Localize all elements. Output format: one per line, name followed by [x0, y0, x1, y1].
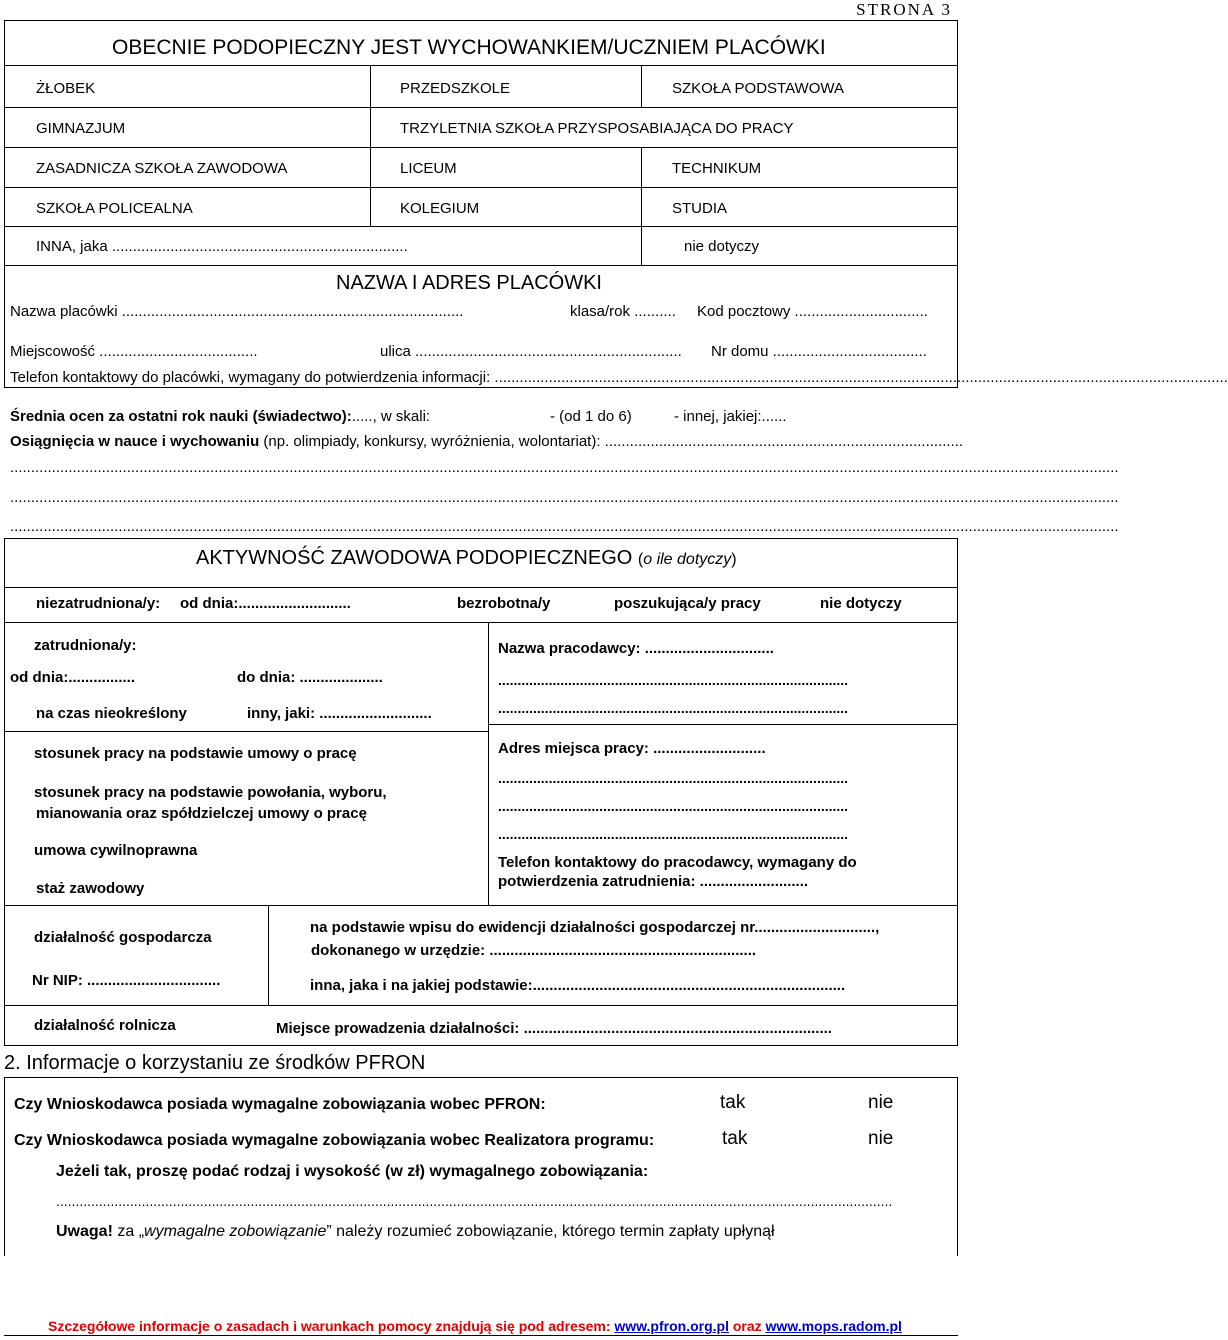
- option-skala-inna[interactable]: - innej, jakiej:......: [674, 408, 787, 425]
- option-skala-6[interactable]: - (od 1 do 6): [550, 408, 632, 425]
- field-niezatrudniona-od[interactable]: od dnia:...........................: [180, 595, 351, 612]
- field-miejscowosc[interactable]: Miejscowość ......................................: [10, 343, 258, 360]
- option-wpis-ewidencji[interactable]: na podstawie wpisu do ewidencji działalności gospodarczej nr.............................,: [310, 919, 880, 936]
- option-umowa-o-prace[interactable]: stosunek pracy na podstawie umowy o pracę: [34, 745, 357, 762]
- option-powolanie-2: mianowania oraz spółdzielczej umowy o pracę: [36, 805, 367, 822]
- field-nip[interactable]: Nr NIP: ................................: [32, 972, 221, 989]
- label-telefon-pracodawcy: Telefon kontaktowy do pracodawcy, wymagany do: [498, 854, 857, 871]
- section2-title: 2. Informacje o korzystaniu ze środków PFRON: [4, 1052, 426, 1074]
- field-klasa[interactable]: klasa/rok ..........: [570, 303, 676, 320]
- field-zobowiazanie[interactable]: .......................................................................................................................................................................................................................: [56, 1193, 893, 1209]
- option-szkola-podstawowa[interactable]: SZKOŁA PODSTAWOWA: [672, 80, 844, 97]
- option-zasadnicza[interactable]: ZASADNICZA SZKOŁA ZAWODOWA: [36, 160, 288, 177]
- option-inny[interactable]: inny, jaki: ...........................: [247, 705, 432, 722]
- field-kod-pocztowy[interactable]: Kod pocztowy ................................: [697, 303, 928, 320]
- option-technikum[interactable]: TECHNIKUM: [672, 160, 762, 177]
- option-realizator-nie[interactable]: nie: [868, 1128, 894, 1149]
- label-srednia: Średnia ocen za ostatni rok nauki (świadectwo):....., w skali:: [10, 408, 431, 425]
- field-telefon-placowki[interactable]: Telefon kontaktowy do placówki, wymagany do potwierdzenia informacji: ................................................................................................................................................................................: [10, 369, 1228, 386]
- osiagniecia-line-1[interactable]: ..........................................................................................................................................................................................................................................................................: [10, 459, 1119, 476]
- field-zatr-do[interactable]: do dnia: ....................: [237, 669, 383, 686]
- option-szkola-przysposabiajaca[interactable]: TRZYLETNIA SZKOŁA PRZYSPOSABIAJĄCA DO PRACY: [400, 120, 794, 137]
- option-staz[interactable]: staż zawodowy: [36, 880, 145, 897]
- osiagniecia-line-3[interactable]: ..........................................................................................................................................................................................................................................................................: [10, 518, 1119, 535]
- field-telefon-pracodawcy[interactable]: potwierdzenia zatrudnienia: ..........................: [498, 873, 809, 890]
- link-mops[interactable]: www.mops.radom.pl: [765, 1318, 902, 1334]
- field-ulica[interactable]: ulica ................................................................: [380, 343, 682, 360]
- adres-line-1[interactable]: ..........................................................................................: [498, 770, 849, 786]
- option-gimnazjum[interactable]: GIMNAZJUM: [36, 120, 126, 137]
- option-dzialalnosc-gosp[interactable]: działalność gospodarcza: [34, 929, 212, 946]
- field-zatr-od[interactable]: od dnia:................: [10, 669, 136, 686]
- field-nazwa-placowki[interactable]: Nazwa placówki ..................................................................................: [10, 303, 464, 320]
- field-miejsce-dzialalnosci[interactable]: Miejsce prowadzenia działalności: ..........................................................................: [276, 1020, 832, 1037]
- option-policealna[interactable]: SZKOŁA POLICEALNA: [36, 200, 193, 217]
- option-przedszkole[interactable]: PRZEDSZKOLE: [400, 80, 511, 97]
- field-osiagniecia[interactable]: Osiągnięcia w nauce i wychowaniu (np. olimpiady, konkursy, wyróżnienia, wolontariat): ......................................................................................: [10, 433, 964, 450]
- section1-title: OBECNIE PODOPIECZNY JEST WYCHOWANKIEM/UCZNIEM PLACÓWKI: [112, 36, 826, 59]
- link-pfron[interactable]: www.pfron.org.pl: [614, 1318, 729, 1334]
- option-pfron-tak[interactable]: tak: [720, 1092, 746, 1113]
- option-cywilnoprawna[interactable]: umowa cywilnoprawna: [34, 842, 198, 859]
- page-number: STRONA 3: [856, 0, 952, 19]
- option-pfron-nie[interactable]: nie: [868, 1092, 894, 1113]
- question-realizator: Czy Wnioskodawca posiada wymagalne zobowiązania wobec Realizatora programu:: [14, 1132, 655, 1149]
- employment-title: AKTYWNOŚĆ ZAWODOWA PODOPIECZNEGO (o ile dotyczy): [196, 547, 737, 569]
- field-adres-pracy[interactable]: Adres miejsca pracy: ...........................: [498, 740, 766, 757]
- field-pracodawca[interactable]: Nazwa pracodawcy: ...............................: [498, 640, 774, 657]
- option-zatrudniona[interactable]: zatrudniona/y:: [34, 637, 137, 654]
- option-liceum[interactable]: LICEUM: [400, 160, 457, 177]
- option-niezatrudniona[interactable]: niezatrudniona/y:: [36, 595, 161, 612]
- option-dzialalnosc-rolnicza[interactable]: działalność rolnicza: [34, 1017, 176, 1034]
- option-poszukujaca[interactable]: poszukująca/y pracy: [614, 595, 761, 612]
- field-inna-podstawa[interactable]: inna, jaka i na jakiej podstawie:...........................................................................: [310, 977, 846, 994]
- uwaga-note: Uwaga! za „wymagalne zobowiązanie” należy rozumieć zobowiązanie, którego termin zapłaty upłynął: [56, 1223, 775, 1240]
- address-title: NAZWA I ADRES PLACÓWKI: [336, 272, 602, 294]
- option-nieokreslony[interactable]: na czas nieokreślony: [36, 705, 187, 722]
- label-jezeli: Jeżeli tak, proszę podać rodzaj i wysokość (w zł) wymagalnego zobowiązania:: [56, 1163, 649, 1180]
- field-nr-domu[interactable]: Nr domu .....................................: [711, 343, 927, 360]
- field-urzad[interactable]: dokonanego w urzędzie: ................................................................: [311, 942, 757, 959]
- option-powolanie[interactable]: stosunek pracy na podstawie powołania, wyboru,: [34, 784, 387, 801]
- pracodawca-line-1[interactable]: ..........................................................................................: [498, 672, 849, 688]
- option-bezrobotna[interactable]: bezrobotna/y: [457, 595, 551, 612]
- adres-line-3[interactable]: ..........................................................................................: [498, 826, 849, 842]
- footer-info: Szczegółowe informacje o zasadach i warunkach pomocy znajdują się pod adresem: www.pfron.org.pl oraz www.mops.radom.pl: [48, 1318, 902, 1334]
- option-nie-dotyczy-praca[interactable]: nie dotyczy: [820, 595, 902, 612]
- adres-line-2[interactable]: ..........................................................................................: [498, 798, 849, 814]
- option-nie-dotyczy[interactable]: nie dotyczy: [684, 238, 760, 255]
- option-kolegium[interactable]: KOLEGIUM: [400, 200, 480, 217]
- question-pfron: Czy Wnioskodawca posiada wymagalne zobowiązania wobec PFRON:: [14, 1096, 546, 1113]
- option-studia[interactable]: STUDIA: [672, 200, 728, 217]
- option-zlobek[interactable]: ŻŁOBEK: [36, 80, 96, 97]
- option-realizator-tak[interactable]: tak: [722, 1128, 748, 1149]
- osiagniecia-line-2[interactable]: ..........................................................................................................................................................................................................................................................................: [10, 489, 1119, 506]
- option-inna[interactable]: INNA, jaka .......................................................................: [36, 238, 408, 255]
- pracodawca-line-2[interactable]: ..........................................................................................: [498, 700, 849, 716]
